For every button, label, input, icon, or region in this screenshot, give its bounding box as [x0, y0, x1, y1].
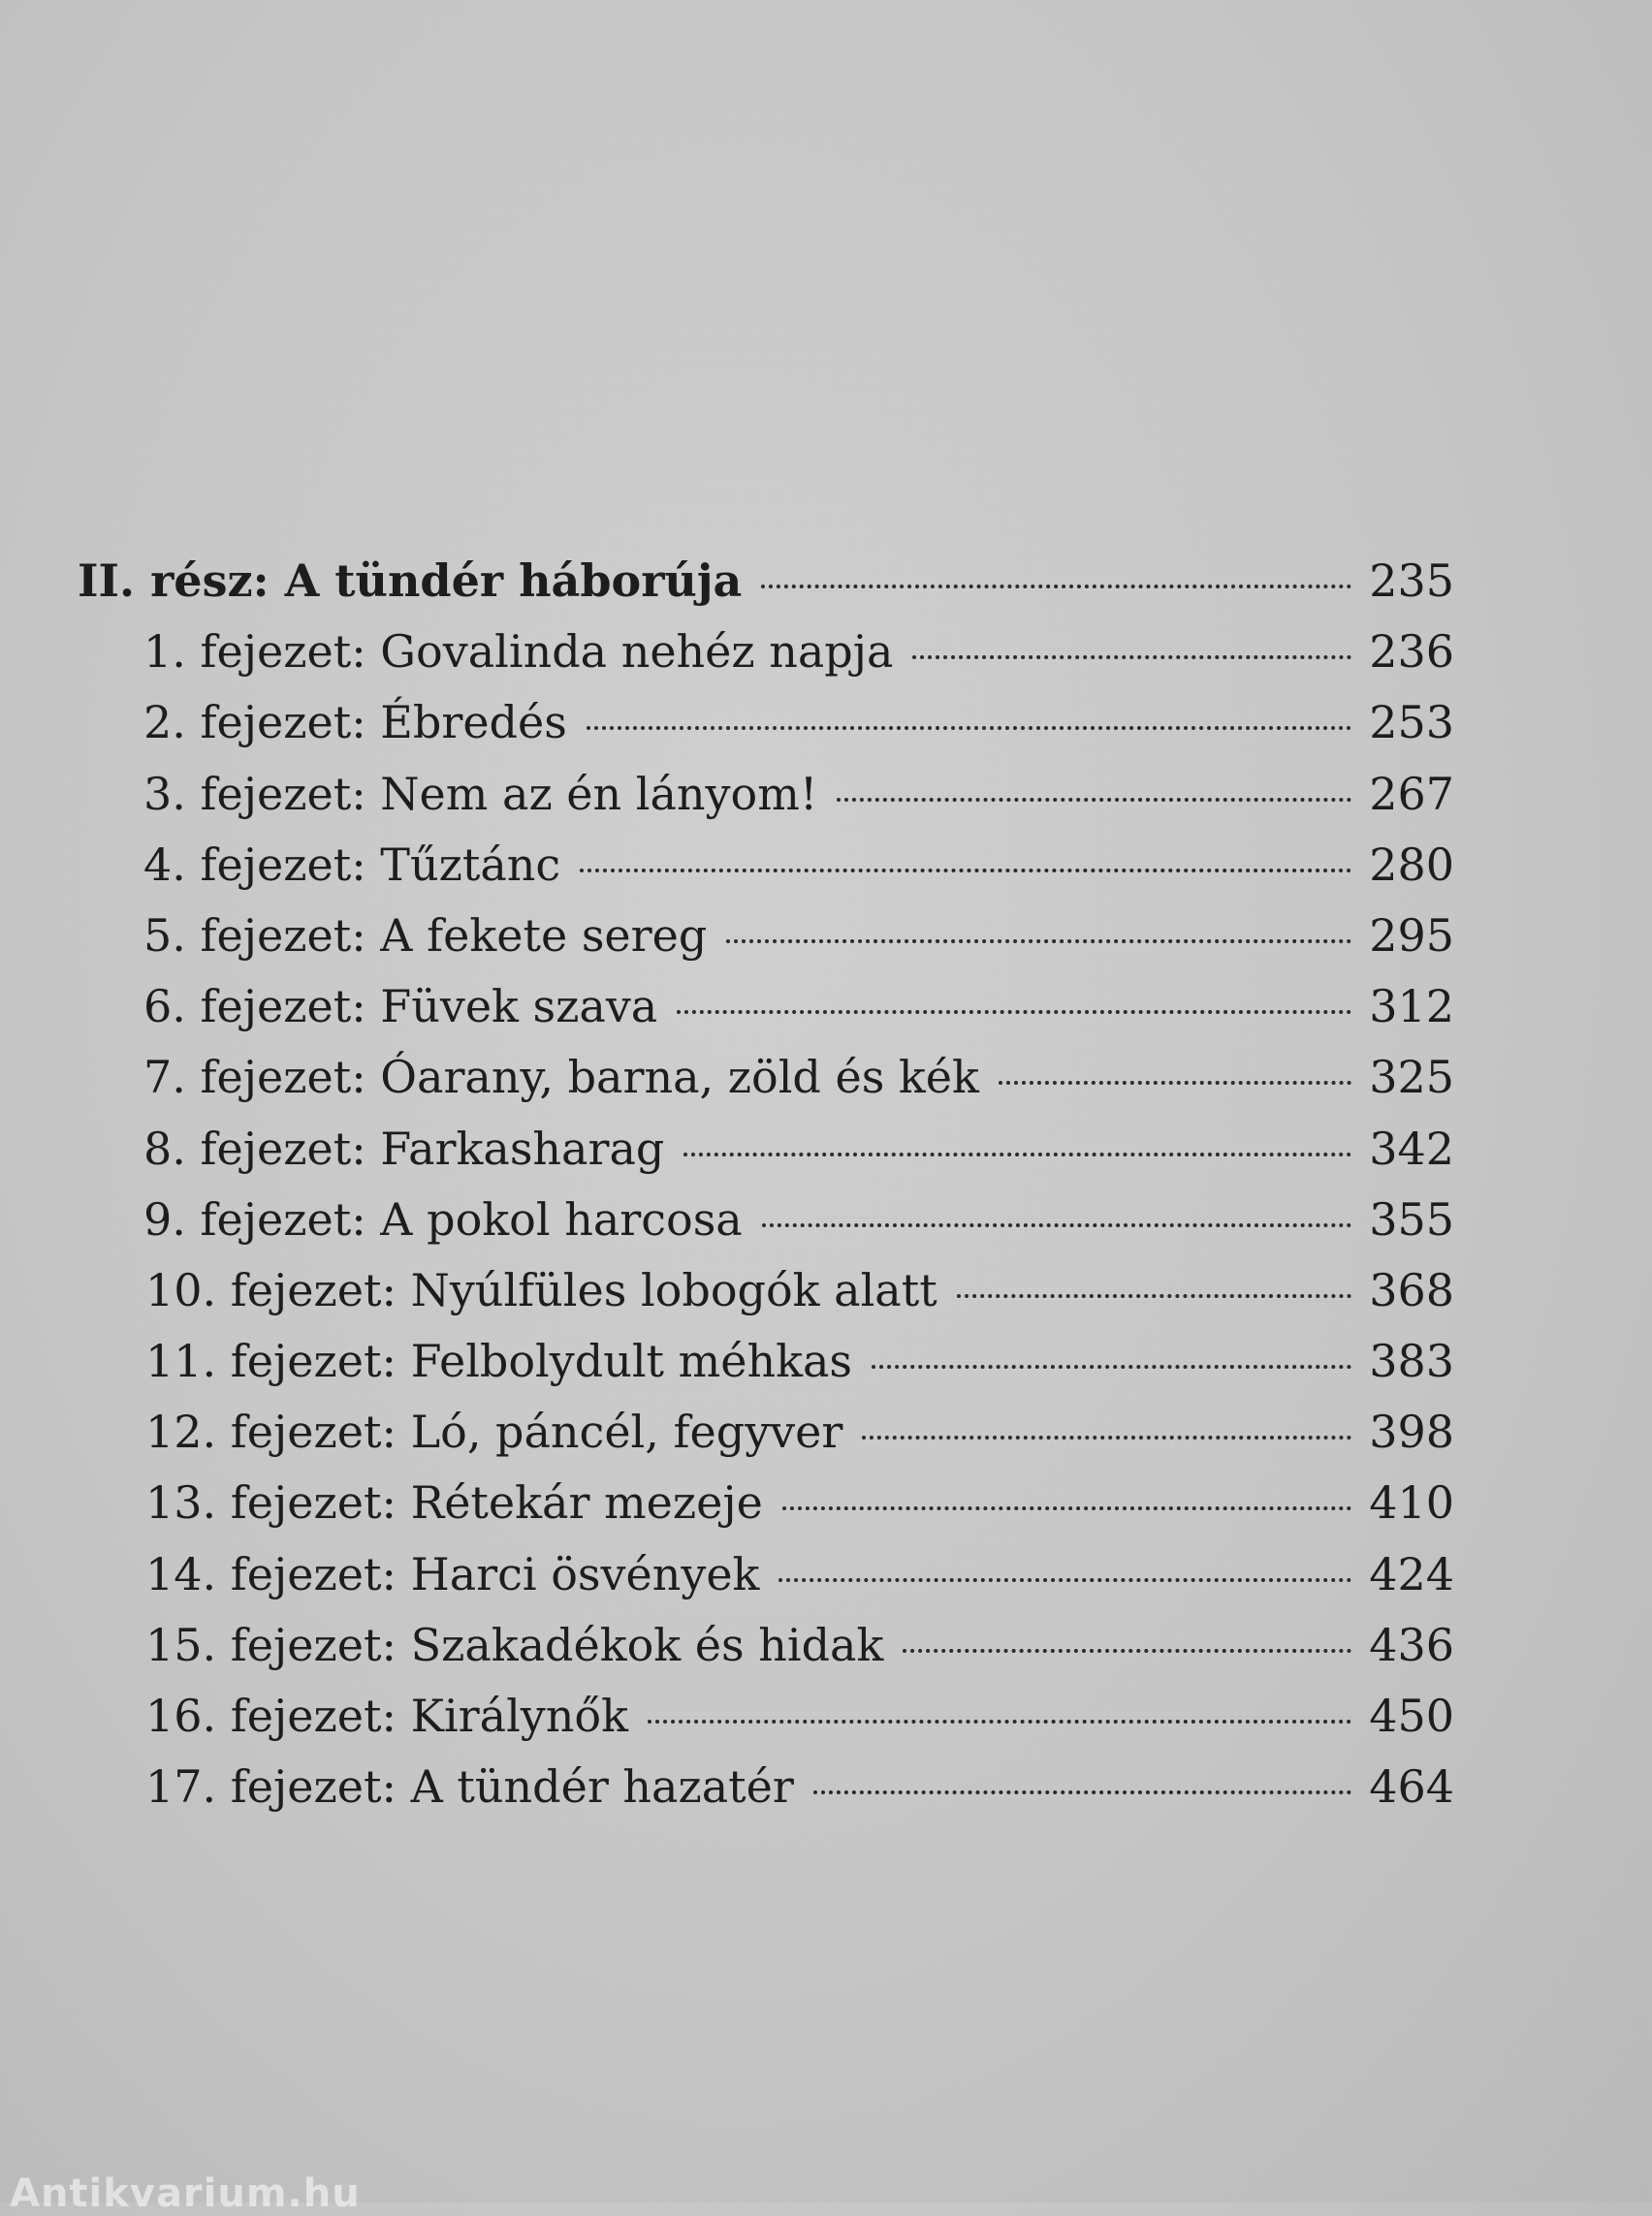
dot-leader [957, 1294, 1352, 1298]
toc-chapter-row [78, 901, 1454, 971]
toc-chapter-row [78, 1752, 1454, 1822]
toc-chapter-page: 280 [1369, 838, 1454, 891]
toc-chapter-row [78, 1042, 1454, 1113]
dot-leader [813, 1790, 1351, 1794]
toc-chapter-page: 436 [1369, 1618, 1454, 1671]
toc-chapter-title: 3. fejezet: Nem az én lányom! [143, 767, 818, 820]
dot-leader [648, 1720, 1351, 1724]
toc-chapter-row [78, 1397, 1454, 1468]
toc-chapter-page: 312 [1369, 980, 1454, 1033]
toc-chapter-title: 17. fejezet: A tündér hazatér [145, 1760, 794, 1814]
toc-chapter-page: 398 [1369, 1406, 1454, 1459]
toc-chapter-page: 410 [1369, 1476, 1454, 1530]
dot-leader [872, 1365, 1351, 1369]
toc-chapter-row [78, 617, 1454, 687]
toc-chapter-page: 253 [1369, 696, 1454, 749]
dot-leader [683, 1153, 1351, 1156]
toc-chapter-row [78, 1539, 1454, 1610]
watermark: Antikvarium.hu [10, 2171, 361, 2216]
toc-chapter-title: 4. fejezet: Tűztánc [143, 838, 561, 891]
toc-chapter-title: 2. fejezet: Ébredés [143, 696, 567, 749]
toc-chapter-page: 342 [1369, 1122, 1454, 1175]
toc-chapter-page: 325 [1369, 1051, 1454, 1104]
dot-leader [912, 655, 1351, 659]
toc-chapter-row [78, 1255, 1454, 1326]
toc-part-title: II. rész: A tündér háborúja [78, 554, 743, 607]
toc-chapter-page: 450 [1369, 1690, 1454, 1742]
toc-chapter-page: 383 [1369, 1335, 1454, 1388]
toc-chapter-row [78, 1468, 1454, 1538]
toc-chapter-title: 8. fejezet: Farkasharag [143, 1122, 665, 1175]
dot-leader [762, 1223, 1351, 1227]
dot-leader [726, 939, 1351, 943]
toc-chapter-page: 267 [1369, 767, 1454, 820]
toc-chapter-page: 368 [1369, 1263, 1454, 1316]
toc-chapter-page: 424 [1369, 1547, 1454, 1600]
toc-chapter-row [78, 1326, 1454, 1397]
toc-chapter-row [78, 1114, 1454, 1185]
toc-chapter-page: 236 [1369, 625, 1454, 679]
toc-chapter-title: 15. fejezet: Szakadékok és hidak [145, 1618, 884, 1671]
toc-chapter-page: 295 [1369, 908, 1454, 962]
toc-chapter-row [78, 830, 1454, 901]
toc-chapter-row [78, 759, 1454, 830]
toc-chapter-title: 6. fejezet: Füvek szava [143, 980, 658, 1033]
toc-chapter-title: 10. fejezet: Nyúlfüles lobogók alatt [145, 1263, 937, 1316]
dot-leader [677, 1010, 1351, 1014]
toc-chapter-title: 9. fejezet: A pokol harcosa [143, 1192, 743, 1246]
toc-chapter-title: 14. fejezet: Harci ösvények [145, 1547, 760, 1600]
dot-leader [782, 1506, 1351, 1510]
toc-chapter-title: 11. fejezet: Felbolydult méhkas [145, 1335, 853, 1388]
toc-chapter-title: 16. fejezet: Királynők [145, 1690, 628, 1742]
dot-leader [778, 1578, 1351, 1582]
toc-chapter-row [78, 1681, 1454, 1752]
dot-leader [837, 798, 1351, 802]
toc-chapter-title: 12. fejezet: Ló, páncél, fegyver [145, 1406, 843, 1459]
toc-chapter-row [78, 1610, 1454, 1681]
toc-part-heading [78, 546, 1454, 617]
toc-chapter-page: 355 [1369, 1192, 1454, 1246]
table-of-contents [78, 546, 1454, 1822]
dot-leader [587, 726, 1351, 730]
dot-leader [903, 1649, 1351, 1653]
toc-chapter-title: 7. fejezet: Óarany, barna, zöld és kék [143, 1051, 979, 1104]
dot-leader [862, 1436, 1351, 1440]
toc-chapter-title: 1. fejezet: Govalinda nehéz napja [143, 625, 894, 679]
dot-leader [999, 1081, 1351, 1085]
toc-chapter-title: 13. fejezet: Rétekár mezeje [145, 1476, 763, 1530]
dot-leader [761, 585, 1351, 588]
dot-leader [580, 869, 1351, 872]
toc-part-page: 235 [1369, 554, 1454, 607]
toc-chapter-title: 5. fejezet: A fekete sereg [143, 908, 708, 962]
toc-chapter-row [78, 971, 1454, 1042]
toc-chapter-row [78, 687, 1454, 758]
toc-chapter-row [78, 1185, 1454, 1255]
toc-chapter-page: 464 [1369, 1760, 1454, 1814]
